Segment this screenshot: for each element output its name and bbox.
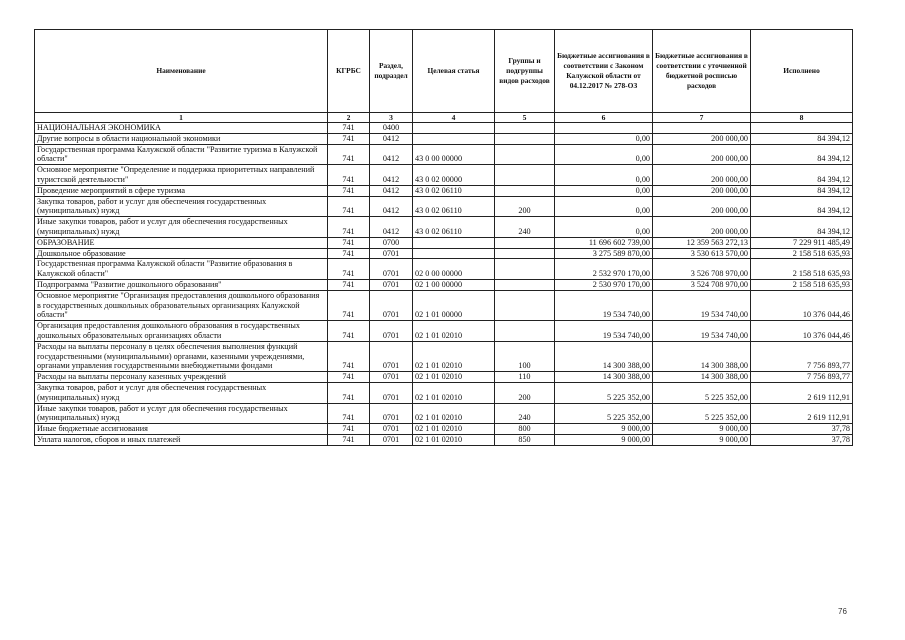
row-target-cell: 02 1 01 02010 [413, 424, 495, 435]
row-law-amount-cell: 3 275 589 870,00 [555, 248, 653, 259]
row-group-cell [495, 165, 555, 186]
column-number: 7 [653, 113, 751, 123]
row-kgrbs-cell: 741 [328, 321, 370, 342]
row-target-cell: 43 0 02 06110 [413, 185, 495, 196]
row-section-cell: 0412 [370, 196, 413, 217]
column-number: 1 [35, 113, 328, 123]
row-target-cell [413, 123, 495, 134]
row-refined-amount-cell [653, 123, 751, 134]
table-row [35, 424, 853, 435]
row-section-cell: 0701 [370, 341, 413, 371]
table-row [35, 372, 853, 383]
column-number: 3 [370, 113, 413, 123]
row-kgrbs-cell: 741 [328, 165, 370, 186]
row-kgrbs-cell: 741 [328, 424, 370, 435]
row-refined-amount-cell: 19 534 740,00 [653, 321, 751, 342]
row-name-cell: Дошкольное образование [35, 248, 328, 259]
row-refined-amount-cell: 5 225 352,00 [653, 403, 751, 424]
row-law-amount-cell: 0,00 [555, 217, 653, 238]
row-group-cell [495, 279, 555, 290]
row-target-cell: 02 1 01 02010 [413, 372, 495, 383]
row-refined-amount-cell: 3 530 613 570,00 [653, 248, 751, 259]
row-group-cell [495, 123, 555, 134]
row-name-cell: Расходы на выплаты персоналу в целях обеспечения выполнения функций государственными (муниципальными) органами, казенными учреждениями, органами управления государственными внебюджетными фондами [35, 341, 328, 371]
row-name-cell: ОБРАЗОВАНИЕ [35, 237, 328, 248]
row-section-cell: 0400 [370, 123, 413, 134]
row-target-cell: 02 1 00 00000 [413, 279, 495, 290]
row-section-cell: 0412 [370, 185, 413, 196]
table-row [35, 434, 853, 445]
table-row [35, 217, 853, 238]
row-group-cell: 200 [495, 382, 555, 403]
row-name-cell: Организация предоставления дошкольного образования в государственных дошкольных образовательных организациях области [35, 321, 328, 342]
row-executed-amount-cell: 10 376 044,46 [751, 321, 853, 342]
row-law-amount-cell [555, 123, 653, 134]
row-section-cell: 0701 [370, 321, 413, 342]
row-section-cell: 0701 [370, 382, 413, 403]
table-header [35, 30, 853, 113]
row-kgrbs-cell: 741 [328, 123, 370, 134]
row-kgrbs-cell: 741 [328, 372, 370, 383]
row-kgrbs-cell: 741 [328, 341, 370, 371]
row-group-cell [495, 237, 555, 248]
row-target-cell: 02 1 01 02010 [413, 382, 495, 403]
row-section-cell: 0412 [370, 133, 413, 144]
row-executed-amount-cell: 84 394,12 [751, 217, 853, 238]
row-section-cell: 0701 [370, 290, 413, 320]
row-kgrbs-cell: 741 [328, 185, 370, 196]
row-target-cell: 43 0 02 00000 [413, 165, 495, 186]
row-section-cell: 0701 [370, 403, 413, 424]
row-name-cell: Закупка товаров, работ и услуг для обеспечения государственных (муниципальных) нужд [35, 196, 328, 217]
row-executed-amount-cell: 84 394,12 [751, 165, 853, 186]
table-row [35, 185, 853, 196]
header-executed: Исполнено [751, 30, 853, 113]
row-target-cell: 02 1 01 02010 [413, 341, 495, 371]
header-target: Целевая статья [413, 30, 495, 113]
row-name-cell: Закупка товаров, работ и услуг для обеспечения государственных (муниципальных) нужд [35, 382, 328, 403]
row-executed-amount-cell: 7 756 893,77 [751, 372, 853, 383]
row-kgrbs-cell: 741 [328, 403, 370, 424]
row-target-cell: 02 1 01 02010 [413, 434, 495, 445]
row-refined-amount-cell: 3 526 708 970,00 [653, 259, 751, 280]
row-refined-amount-cell: 14 300 388,00 [653, 372, 751, 383]
row-group-cell [495, 133, 555, 144]
row-refined-amount-cell: 3 524 708 970,00 [653, 279, 751, 290]
row-group-cell [495, 259, 555, 280]
header-groups: Группы и подгруппы видов расходов [495, 30, 555, 113]
row-section-cell: 0701 [370, 248, 413, 259]
row-executed-amount-cell: 37,78 [751, 434, 853, 445]
row-target-cell: 43 0 02 06110 [413, 217, 495, 238]
row-executed-amount-cell: 10 376 044,46 [751, 290, 853, 320]
row-kgrbs-cell: 741 [328, 237, 370, 248]
row-group-cell [495, 144, 555, 165]
table-body [35, 113, 853, 446]
row-refined-amount-cell: 200 000,00 [653, 133, 751, 144]
row-name-cell: Иные закупки товаров, работ и услуг для обеспечения государственных (муниципальных) нужд [35, 403, 328, 424]
row-executed-amount-cell: 84 394,12 [751, 144, 853, 165]
table-row [35, 259, 853, 280]
row-group-cell: 200 [495, 196, 555, 217]
row-name-cell: Иные бюджетные ассигнования [35, 424, 328, 435]
table-row [35, 133, 853, 144]
header-kgrbs: КГРБС [328, 30, 370, 113]
row-target-cell: 02 1 01 02010 [413, 321, 495, 342]
row-refined-amount-cell: 200 000,00 [653, 165, 751, 186]
row-group-cell: 240 [495, 403, 555, 424]
row-refined-amount-cell: 12 359 563 272,13 [653, 237, 751, 248]
row-refined-amount-cell: 19 534 740,00 [653, 290, 751, 320]
row-executed-amount-cell: 7 756 893,77 [751, 341, 853, 371]
row-refined-amount-cell: 200 000,00 [653, 217, 751, 238]
row-group-cell: 240 [495, 217, 555, 238]
row-kgrbs-cell: 741 [328, 196, 370, 217]
row-law-amount-cell: 0,00 [555, 185, 653, 196]
row-executed-amount-cell: 2 158 518 635,93 [751, 248, 853, 259]
row-law-amount-cell: 2 530 970 170,00 [555, 279, 653, 290]
row-section-cell: 0701 [370, 259, 413, 280]
row-target-cell: 43 0 00 00000 [413, 144, 495, 165]
row-executed-amount-cell: 84 394,12 [751, 185, 853, 196]
row-refined-amount-cell: 200 000,00 [653, 196, 751, 217]
row-group-cell: 800 [495, 424, 555, 435]
row-section-cell: 0700 [370, 237, 413, 248]
row-kgrbs-cell: 741 [328, 217, 370, 238]
row-executed-amount-cell: 84 394,12 [751, 196, 853, 217]
row-target-cell: 02 1 01 00000 [413, 290, 495, 320]
row-law-amount-cell: 0,00 [555, 133, 653, 144]
row-executed-amount-cell: 7 229 911 485,49 [751, 237, 853, 248]
row-law-amount-cell: 0,00 [555, 144, 653, 165]
table-row [35, 248, 853, 259]
row-name-cell: Государственная программа Калужской области "Развитие туризма в Калужской области" [35, 144, 328, 165]
row-executed-amount-cell: 2 619 112,91 [751, 382, 853, 403]
header-section: Раздел, подраздел [370, 30, 413, 113]
row-refined-amount-cell: 14 300 388,00 [653, 341, 751, 371]
row-group-cell [495, 185, 555, 196]
row-executed-amount-cell: 37,78 [751, 424, 853, 435]
row-kgrbs-cell: 741 [328, 144, 370, 165]
row-law-amount-cell: 19 534 740,00 [555, 290, 653, 320]
table-row [35, 165, 853, 186]
table-row [35, 382, 853, 403]
row-law-amount-cell: 5 225 352,00 [555, 382, 653, 403]
row-name-cell: Иные закупки товаров, работ и услуг для обеспечения государственных (муниципальных) нужд [35, 217, 328, 238]
row-section-cell: 0412 [370, 165, 413, 186]
row-law-amount-cell: 9 000,00 [555, 434, 653, 445]
header-name: Наименование [35, 30, 328, 113]
table-row [35, 237, 853, 248]
column-number: 8 [751, 113, 853, 123]
row-target-cell: 43 0 02 06110 [413, 196, 495, 217]
row-refined-amount-cell: 5 225 352,00 [653, 382, 751, 403]
row-group-cell: 100 [495, 341, 555, 371]
row-target-cell [413, 248, 495, 259]
table-row [35, 144, 853, 165]
row-refined-amount-cell: 9 000,00 [653, 424, 751, 435]
row-target-cell: 02 0 00 00000 [413, 259, 495, 280]
row-executed-amount-cell: 84 394,12 [751, 133, 853, 144]
header-refined-allocations: Бюджетные ассигнования в соответствии с уточненной бюджетной росписью расходов [653, 30, 751, 113]
row-name-cell: Подпрограмма "Развитие дошкольного образования" [35, 279, 328, 290]
table-row [35, 321, 853, 342]
row-name-cell: Другие вопросы в области национальной экономики [35, 133, 328, 144]
page-number: 76 [838, 607, 847, 616]
row-group-cell: 110 [495, 372, 555, 383]
column-number: 4 [413, 113, 495, 123]
row-group-cell [495, 290, 555, 320]
column-number-row [35, 113, 853, 123]
row-kgrbs-cell: 741 [328, 279, 370, 290]
row-refined-amount-cell: 200 000,00 [653, 185, 751, 196]
row-refined-amount-cell: 200 000,00 [653, 144, 751, 165]
row-law-amount-cell: 14 300 388,00 [555, 372, 653, 383]
row-law-amount-cell: 9 000,00 [555, 424, 653, 435]
row-executed-amount-cell: 2 619 112,91 [751, 403, 853, 424]
row-group-cell [495, 321, 555, 342]
row-kgrbs-cell: 741 [328, 434, 370, 445]
row-law-amount-cell: 5 225 352,00 [555, 403, 653, 424]
row-section-cell: 0701 [370, 424, 413, 435]
row-law-amount-cell: 2 532 970 170,00 [555, 259, 653, 280]
row-name-cell: НАЦИОНАЛЬНАЯ ЭКОНОМИКА [35, 123, 328, 134]
row-section-cell: 0701 [370, 434, 413, 445]
table-row [35, 290, 853, 320]
row-law-amount-cell: 11 696 602 739,00 [555, 237, 653, 248]
table-row [35, 279, 853, 290]
row-law-amount-cell: 0,00 [555, 196, 653, 217]
row-group-cell [495, 248, 555, 259]
row-kgrbs-cell: 741 [328, 259, 370, 280]
row-section-cell: 0701 [370, 372, 413, 383]
header-law-allocations: Бюджетные ассигнования в соответствии с Законом Калужской области от 04.12.2017 № 278-ОЗ [555, 30, 653, 113]
row-section-cell: 0412 [370, 144, 413, 165]
budget-table-sheet [34, 29, 852, 446]
table-row [35, 403, 853, 424]
row-law-amount-cell: 19 534 740,00 [555, 321, 653, 342]
row-section-cell: 0701 [370, 279, 413, 290]
row-kgrbs-cell: 741 [328, 133, 370, 144]
row-name-cell: Уплата налогов, сборов и иных платежей [35, 434, 328, 445]
table-row [35, 123, 853, 134]
row-kgrbs-cell: 741 [328, 248, 370, 259]
row-name-cell: Расходы на выплаты персоналу казенных учреждений [35, 372, 328, 383]
row-target-cell [413, 237, 495, 248]
row-target-cell: 02 1 01 02010 [413, 403, 495, 424]
row-section-cell: 0412 [370, 217, 413, 238]
budget-table [34, 29, 853, 446]
row-name-cell: Основное мероприятие "Определение и поддержка приоритетных направлений туристской деятельности" [35, 165, 328, 186]
row-law-amount-cell: 14 300 388,00 [555, 341, 653, 371]
row-group-cell: 850 [495, 434, 555, 445]
row-name-cell: Государственная программа Калужской области "Развитие образования в Калужской области" [35, 259, 328, 280]
table-row [35, 341, 853, 371]
row-executed-amount-cell: 2 158 518 635,93 [751, 259, 853, 280]
row-executed-amount-cell: 2 158 518 635,93 [751, 279, 853, 290]
row-executed-amount-cell [751, 123, 853, 134]
row-target-cell [413, 133, 495, 144]
column-number: 6 [555, 113, 653, 123]
column-number: 2 [328, 113, 370, 123]
row-kgrbs-cell: 741 [328, 290, 370, 320]
column-number: 5 [495, 113, 555, 123]
row-name-cell: Проведение мероприятий в сфере туризма [35, 185, 328, 196]
row-law-amount-cell: 0,00 [555, 165, 653, 186]
row-refined-amount-cell: 9 000,00 [653, 434, 751, 445]
row-kgrbs-cell: 741 [328, 382, 370, 403]
row-name-cell: Основное мероприятие "Организация предоставления дошкольного образования в государственных дошкольных образовательных организациях Калужской области" [35, 290, 328, 320]
table-row [35, 196, 853, 217]
